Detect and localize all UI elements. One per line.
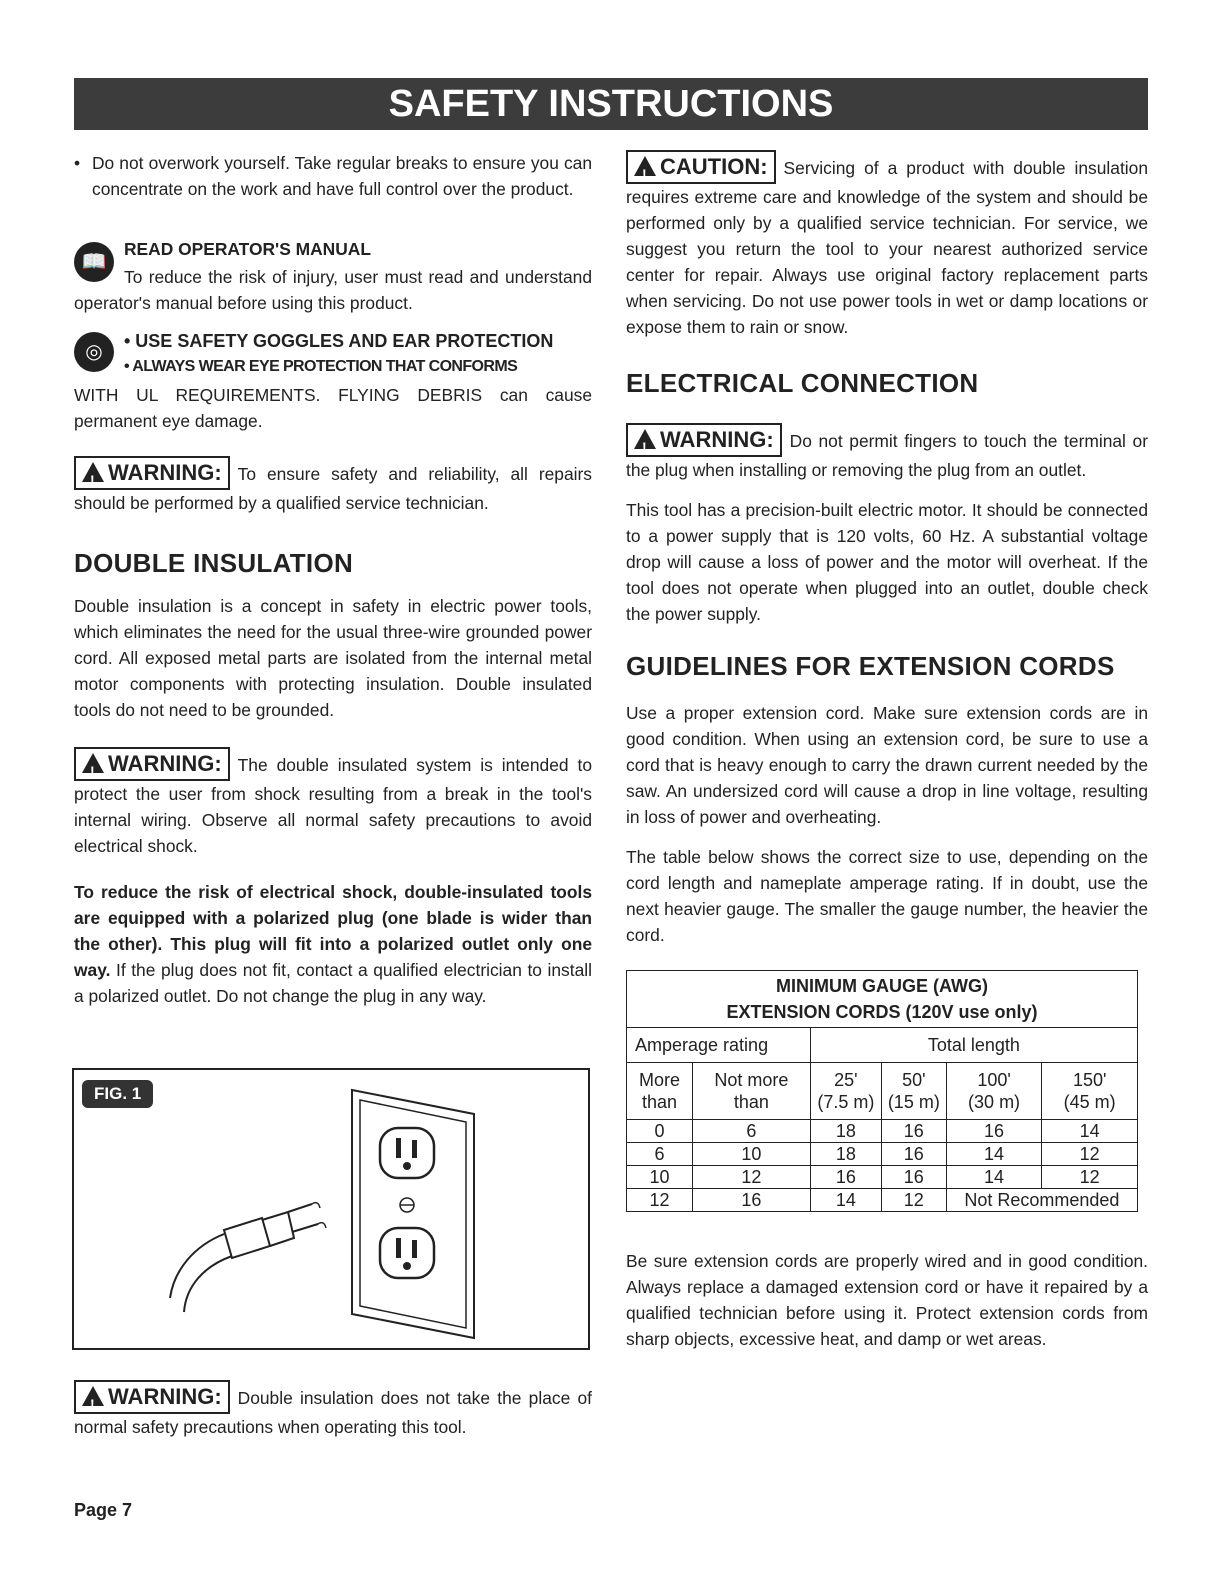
left-bottom-warning: [74, 1380, 592, 1440]
goggles-section: [74, 328, 592, 434]
electrical-connection-heading: ELECTRICAL CONNECTION: [626, 368, 979, 398]
guidelines-heading: GUIDELINES FOR EXTENSION CORDS: [626, 651, 1115, 681]
table-cell: 16: [946, 1120, 1042, 1143]
more-than-header: More than: [627, 1063, 693, 1120]
closing-paragraph: Be sure extension cords are properly wired and in good condition. Always replace a damaged extension cord or have it repaired by a qualified technician before using it. Protect extension cords from sharp objects, excessive heat, and damp or wet areas.: [626, 1251, 1148, 1349]
table-cell: 14: [1042, 1120, 1138, 1143]
table-cell: 14: [946, 1143, 1042, 1166]
right-column: [626, 150, 1148, 1352]
polarized-plug-paragraph: To reduce the risk of electrical shock, double-insulated tools are equipped with a polarized plug (one blade is wider than the other). This plug will fit into a polarized outlet only one way. If the plug does not fit, contact a qualified electrician to install a polarized outlet. Do not change the plug in any way.: [74, 882, 592, 1006]
goggles-text: WITH UL REQUIREMENTS. FLYING DEBRIS can cause permanent eye damage.: [74, 385, 592, 431]
manual-text: To reduce the risk of injury, user must read and understand operator's manual before using this product.: [74, 267, 592, 313]
table-cell: 18: [810, 1143, 881, 1166]
table-cell: 12: [1042, 1166, 1138, 1189]
goggles-line2: • ALWAYS WEAR EYE PROTECTION THAT CONFORMS: [124, 358, 518, 375]
warning-terminal: ! WARNING: Do not permit fingers to touch the terminal or the plug when installing or removing the plug from an outlet.: [626, 423, 1148, 483]
table-cell: 12: [1042, 1143, 1138, 1166]
table-row: [627, 1143, 1138, 1166]
table-row: [627, 1120, 1138, 1143]
table-cell: 10: [627, 1166, 693, 1189]
double-insulation-heading: DOUBLE INSULATION: [74, 548, 354, 578]
table-cell: 12: [627, 1189, 693, 1212]
warning-badge: ! WARNING:: [74, 1380, 230, 1414]
guidelines-paragraph-1: Use a proper extension cord. Make sure extension cords are in good condition. When using an extension cord, be sure to use a cord that is heavy enough to carry the drawn current needed by the saw. An undersized cord will cause a drop in line voltage, resulting in loss of power and overheating.: [626, 703, 1148, 827]
table-cell: 16: [881, 1166, 946, 1189]
warning-double-insulated: ! WARNING: The double insulated system is intended to protect the user from shock resulting from a break in the tool's internal wiring. Observe all normal safety precautions to avoid electrical shock.: [74, 747, 592, 859]
warning-triangle-icon: !: [82, 753, 104, 773]
figure-1: [72, 1068, 590, 1350]
table-cell: 6: [627, 1143, 693, 1166]
warning-triangle-icon: !: [82, 1386, 104, 1406]
table-cell: 12: [692, 1166, 810, 1189]
motor-paragraph: This tool has a precision-built electric motor. It should be connected to a power supply that is 120 volts, 60 Hz. A substantial voltage drop will cause a loss of power and the motor will overheat. If the tool does not operate when plugged into an outlet, double check the power supply.: [626, 500, 1148, 624]
read-manual-icon: 📖: [74, 242, 114, 282]
plug-outlet-illustration: [74, 1070, 588, 1348]
figure-label: FIG. 1: [82, 1080, 153, 1108]
warning-triangle-icon: !: [82, 462, 104, 482]
amperage-header: Amperage rating: [627, 1028, 811, 1063]
safety-goggles-icon: ◎: [74, 332, 114, 372]
table-cell: 18: [810, 1120, 881, 1143]
length-header: 25' (7.5 m): [810, 1063, 881, 1120]
table-cell: 16: [881, 1120, 946, 1143]
table-row: [627, 1189, 1138, 1212]
total-length-header: Total length: [810, 1028, 1137, 1063]
table-row: [627, 1166, 1138, 1189]
table-cell: 16: [810, 1166, 881, 1189]
guidelines-paragraph-2: The table below shows the correct size to use, depending on the cord length and nameplate amperage rating. If in doubt, use the next heavier gauge. The smaller the gauge number, the heavier the cord.: [626, 847, 1148, 945]
page-banner: SAFETY INSTRUCTIONS: [74, 78, 1148, 130]
table-title-row: [627, 971, 1138, 1028]
table-title-2: EXTENSION CORDS (120V use only): [726, 1002, 1038, 1022]
table-cell: 16: [692, 1189, 810, 1212]
table-cell: 14: [810, 1189, 881, 1212]
warning-badge: ! WARNING:: [74, 456, 230, 490]
length-header: 150' (45 m): [1042, 1063, 1138, 1120]
length-header: 100' (30 m): [946, 1063, 1042, 1120]
caution-badge: ! CAUTION:: [626, 150, 776, 184]
table-title-1: MINIMUM GAUGE (AWG): [776, 976, 988, 996]
left-column: [74, 150, 592, 1009]
page-number: Page 7: [74, 1500, 133, 1520]
warning-triangle-icon: !: [634, 156, 656, 176]
goggles-title: • USE SAFETY GOGGLES AND EAR PROTECTION: [124, 331, 554, 351]
table-cell: 0: [627, 1120, 693, 1143]
caution-paragraph: ! CAUTION: Servicing of a product with double insulation requires extreme care and knowledge of the system and should be performed only by a qualified service technician. For service, we suggest you return the tool to your nearest authorized service center for repair. Always use original factory replacement parts when servicing. Do not use power tools in wet or damp locations or expose them to rain or snow.: [626, 150, 1148, 340]
table-header-row: [627, 1028, 1138, 1063]
manual-title: READ OPERATOR'S MANUAL: [124, 239, 371, 259]
double-insulation-text: Double insulation is a concept in safety in electric power tools, which eliminates the need for the usual three-wire grounded power cord. All exposed metal parts are isolated from the internal metal motor components with protecting insulation. Double insulated tools do not need to be grounded.: [74, 596, 592, 720]
table-subheader-row: [627, 1063, 1138, 1120]
warning-badge: ! WARNING:: [626, 423, 782, 457]
warning-repairs: ! WARNING: To ensure safety and reliability, all repairs should be performed by a qualified service technician.: [74, 456, 592, 516]
not-recommended-cell: Not Recommended: [946, 1189, 1137, 1212]
extension-cord-table: [626, 970, 1138, 1212]
length-header: 50' (15 m): [881, 1063, 946, 1120]
table-cell: 14: [946, 1166, 1042, 1189]
overwork-paragraph: • Do not overwork yourself. Take regular breaks to ensure you can concentrate on the work and have full control over the product.: [74, 150, 592, 202]
warning-normal-safety: ! WARNING: Double insulation does not take the place of normal safety precautions when operating this tool.: [74, 1380, 592, 1440]
table-cell: 10: [692, 1143, 810, 1166]
table-cell: 12: [881, 1189, 946, 1212]
not-more-than-header: Not more than: [692, 1063, 810, 1120]
warning-badge: ! WARNING:: [74, 747, 230, 781]
table-cell: 6: [692, 1120, 810, 1143]
table-cell: 16: [881, 1143, 946, 1166]
manual-section: [74, 236, 592, 316]
warning-triangle-icon: !: [634, 429, 656, 449]
